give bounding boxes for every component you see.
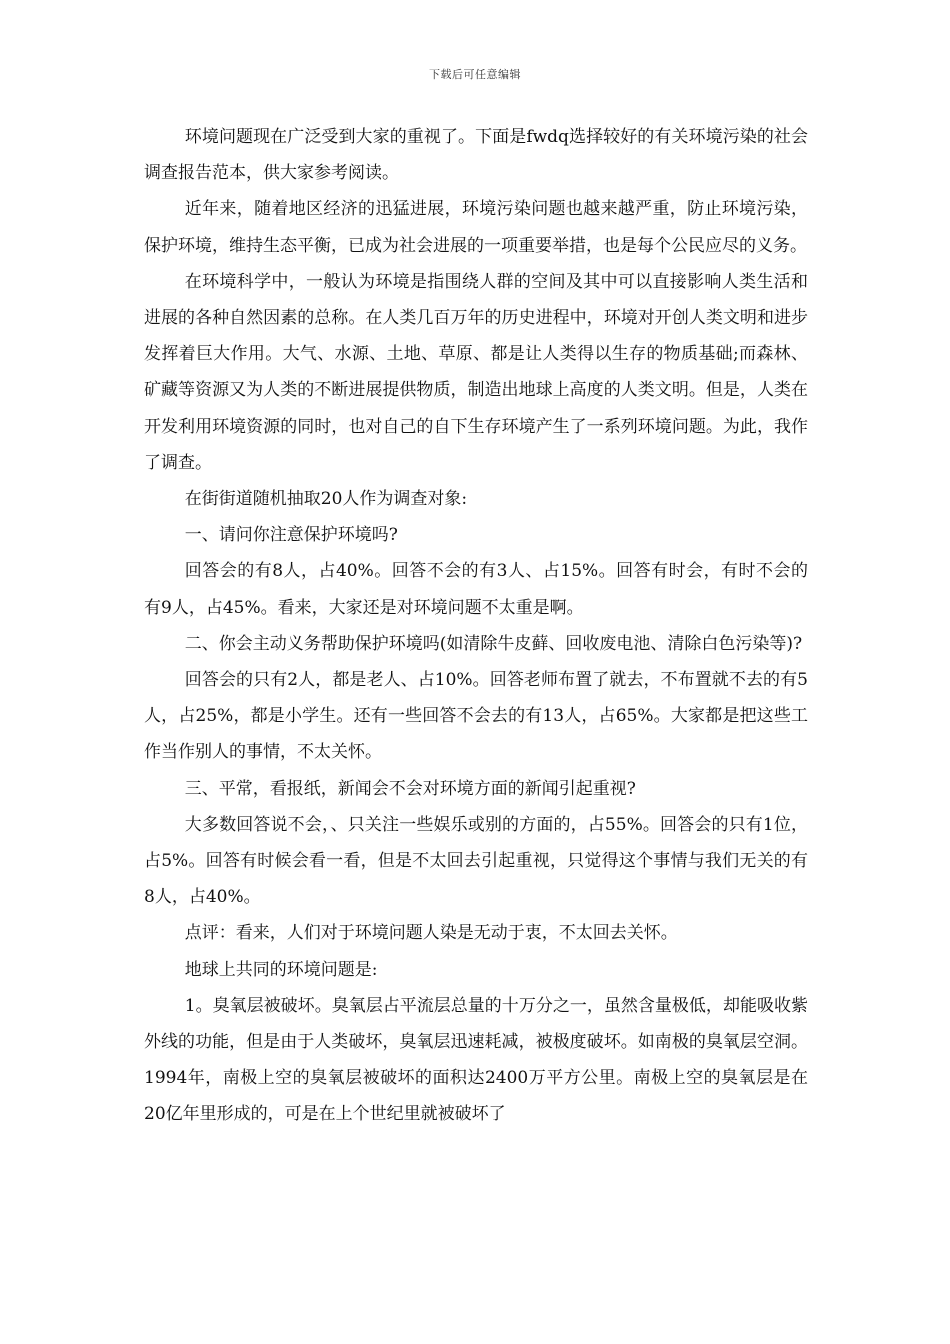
issue-ozone-layer: 1。臭氧层被破坏。臭氧层占平流层总量的十万分之一，虽然含量极低，却能吸收紫外线的功能，但是由于人类破坏，臭氧层迅速耗减，被极度破坏。如南极的臭氧层空洞。1994年，南极上空的臭氧层被破坏的面积达2400万平方公里。南极上空的臭氧层是在20亿年里形成的，可是在上个世纪里就被破坏了 xyxy=(144,995,808,1125)
question-2: 二、你会主动义务帮助保护环境吗(如清除牛皮藓、回收废电池、清除白色污染等)? xyxy=(184,633,803,654)
document-body xyxy=(144,119,808,1133)
paragraph-intro: 环境问题现在广泛受到大家的重视了。下面是fwdq选择较好的有关环境污染的社会调查报告范本，供大家参考阅读。 xyxy=(144,127,808,184)
question-1: 一、请问你注意保护环境吗? xyxy=(184,525,398,546)
page-header-note: 下载后可任意编辑 xyxy=(429,68,521,81)
section-heading-global-issues: 地球上共同的环境问题是: xyxy=(184,959,378,980)
paragraph-survey-sample: 在街街道随机抽取20人作为调查对象: xyxy=(184,489,468,510)
question-3: 三、平常，看报纸，新闻会不会对环境方面的新闻引起重视? xyxy=(184,778,636,799)
answer-1: 回答会的有8人，占40%。回答不会的有3人、占15%。回答有时会，有时不会的有9人，占45%。看来，大家还是对环境问题不太重是啊。 xyxy=(144,561,808,618)
answer-3: 大多数回答说不会，、只关注一些娱乐或别的方面的，占55%。回答会的只有1位，占5%。回答有时候会看一看，但是不太回去引起重视，只觉得这个事情与我们无关的有8人，占40%。 xyxy=(144,814,808,908)
paragraph-background: 近年来，随着地区经济的迅猛进展，环境污染问题也越来越严重，防止环境污染，保护环境，维持生态平衡，已成为社会进展的一项重要举措，也是每个公民应尽的义务。 xyxy=(144,199,808,256)
paragraph-environment-science: 在环境科学中，一般认为环境是指围绕人群的空间及其中可以直接影响人类生活和进展的各种自然因素的总称。在人类几百万年的历史进程中，环境对开创人类文明和进步发挥着巨大作用。大气、水源、土地、草原、都是让人类得以生存的物质基础;而森林、矿藏等资源又为人类的不断进展提供物质，制造出地球上高度的人类文明。但是，人类在开发利用环境资源的同时，也对自己的自下生存环境产生了一系列环境问题。为此，我作了调查。 xyxy=(144,271,808,473)
answer-2: 回答会的只有2人，都是老人、占10%。回答老师布置了就去，不布置就不去的有5人，占25%，都是小学生。还有一些回答不会去的有13人，占65%。大家都是把这些工作当作别人的事情，不太关怀。 xyxy=(144,670,808,763)
comment: 点评：看来，人们对于环境问题人染是无动于衷，不太回去关怀。 xyxy=(184,923,678,944)
